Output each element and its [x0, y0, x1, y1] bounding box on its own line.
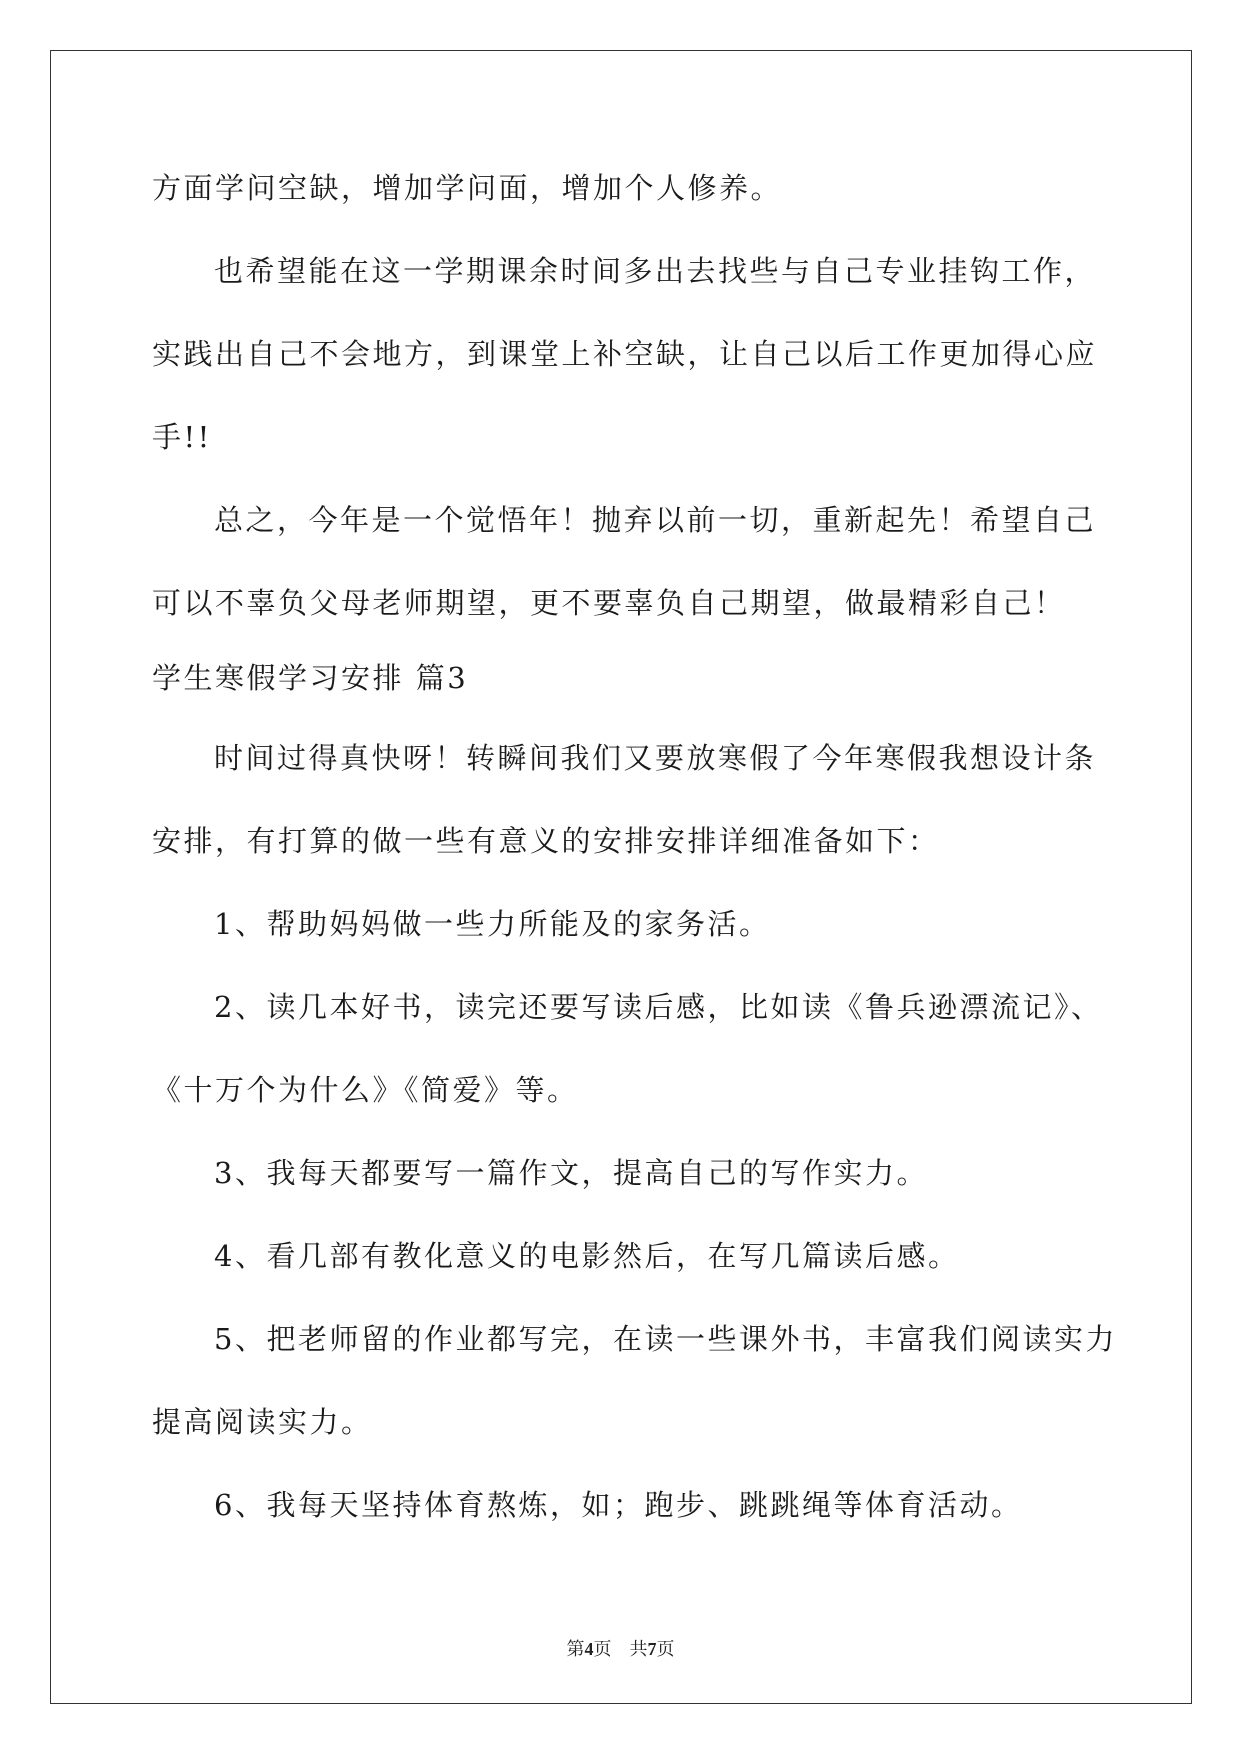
- text-line: 时间过得真快呀！转瞬间我们又要放寒假了今年寒假我想设计条: [214, 741, 1097, 775]
- page-suffix: 页: [593, 1639, 612, 1659]
- text-line: 提高阅读实力。: [152, 1405, 373, 1439]
- page-border: [50, 50, 1192, 1704]
- section-heading: 学生寒假学习安排 篇3: [152, 661, 469, 695]
- text-line: 总之，今年是一个觉悟年！抛弃以前一切，重新起先！希望自己: [214, 503, 1097, 537]
- text-line: 安排，有打算的做一些有意义的安排安排详细准备如下：: [152, 824, 940, 858]
- list-item: 5、把老师留的作业都写完，在读一些课外书，丰富我们阅读实力: [214, 1322, 1117, 1356]
- page-prefix: 第: [566, 1639, 585, 1659]
- text-line: 可以不辜负父母老师期望，更不要辜负自己期望，做最精彩自己！: [152, 586, 1066, 620]
- total-suffix: 页: [656, 1639, 675, 1659]
- page-total: 7: [647, 1639, 657, 1659]
- list-item: 2、读几本好书，读完还要写读后感，比如读《鲁兵逊漂流记》、: [214, 990, 1103, 1024]
- total-prefix: 共: [629, 1639, 648, 1659]
- list-item: 4、看几部有教化意义的电影然后，在写几篇读后感。: [214, 1239, 960, 1273]
- list-item: 6、我每天坚持体育熬炼，如；跑步、跳跳绳等体育活动。: [214, 1488, 1023, 1522]
- text-line: 也希望能在这一学期课余时间多出去找些与自己专业挂钩工作，: [214, 254, 1097, 288]
- list-item: 1、帮助妈妈做一些力所能及的家务活。: [214, 907, 771, 941]
- text-line: 《十万个为什么》《简爱》等。: [152, 1073, 579, 1107]
- list-item: 3、我每天都要写一篇作文，提高自己的写作实力。: [214, 1156, 928, 1190]
- text-line: 实践出自己不会地方，到课堂上补空缺，让自己以后工作更加得心应: [152, 337, 1098, 371]
- text-line: 手!!: [152, 420, 212, 454]
- text-line: 方面学问空缺，增加学问面，增加个人修养。: [152, 171, 783, 205]
- page-current: 4: [584, 1639, 594, 1659]
- page-footer: [0, 1638, 1241, 1660]
